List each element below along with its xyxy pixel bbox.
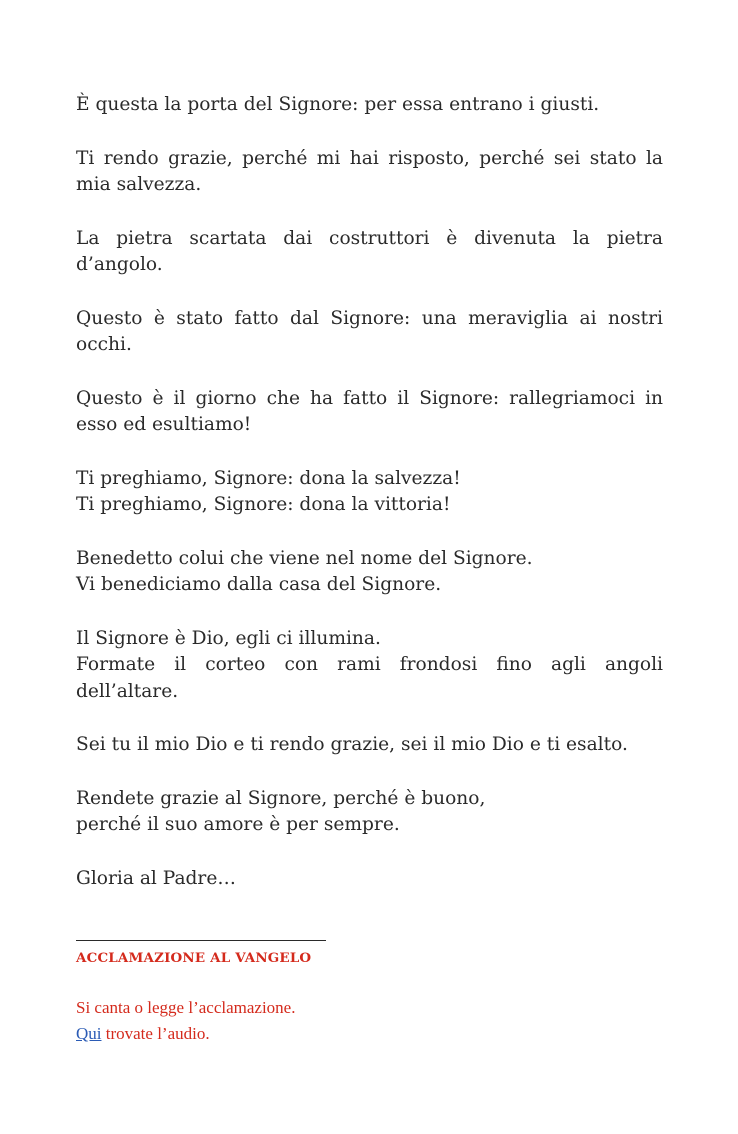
acclamation-rubric bbox=[76, 995, 663, 1047]
psalm-line: Ti preghiamo, Signore: dona la salvezza! bbox=[76, 467, 461, 489]
psalm-line: Formate il corteo con rami frondosi fino agli angoli dell’altare. bbox=[76, 654, 663, 702]
psalm-stanza bbox=[76, 466, 663, 519]
psalm-line: Ti preghiamo, Signore: dona la vittoria! bbox=[76, 494, 451, 515]
rubric-line: Si canta o legge l’acclamazione. bbox=[76, 998, 296, 1017]
psalm-line: Ti rendo grazie, perché mi hai risposto, perché sei stato la mia salvezza. bbox=[76, 147, 663, 195]
psalm-line: perché il suo amore è per sempre. bbox=[76, 814, 400, 835]
audio-link[interactable]: Qui bbox=[76, 1024, 102, 1043]
psalm-stanza bbox=[76, 626, 663, 706]
psalm-stanza bbox=[76, 226, 663, 279]
psalm-stanza bbox=[76, 146, 663, 199]
rubric-line bbox=[76, 1021, 663, 1047]
psalm-text bbox=[76, 92, 663, 892]
section-title: ACCLAMAZIONE AL VANGELO bbox=[76, 950, 312, 966]
psalm-line: È questa la porta del Signore: per essa entrano i giusti. bbox=[76, 94, 600, 115]
page-content bbox=[76, 92, 663, 1047]
psalm-line: Vi benediciamo dalla casa del Signore. bbox=[76, 574, 442, 595]
psalm-line: Benedetto colui che viene nel nome del Signore. bbox=[76, 547, 533, 569]
psalm-stanza bbox=[76, 546, 663, 599]
psalm-line: Gloria al Padre… bbox=[76, 867, 236, 889]
psalm-line: Rendete grazie al Signore, perché è buono, bbox=[76, 787, 486, 809]
psalm-stanza bbox=[76, 386, 663, 439]
section-divider bbox=[76, 940, 326, 941]
psalm-stanza bbox=[76, 866, 663, 893]
rubric-text: trovate l’audio. bbox=[101, 1024, 210, 1043]
psalm-line: Questo è il giorno che ha fatto il Signore: rallegriamoci in esso ed esultiamo! bbox=[76, 387, 663, 435]
psalm-line: La pietra scartata dai costruttori è divenuta la pietra d’angolo. bbox=[76, 227, 663, 275]
psalm-line: Questo è stato fatto dal Signore: una meraviglia ai nostri occhi. bbox=[76, 307, 663, 355]
psalm-stanza bbox=[76, 732, 663, 759]
psalm-stanza bbox=[76, 92, 663, 119]
psalm-stanza bbox=[76, 306, 663, 359]
psalm-line: Sei tu il mio Dio e ti rendo grazie, sei il mio Dio e ti esalto. bbox=[76, 734, 628, 755]
psalm-stanza bbox=[76, 786, 663, 839]
psalm-line: Il Signore è Dio, egli ci illumina. bbox=[76, 627, 381, 649]
